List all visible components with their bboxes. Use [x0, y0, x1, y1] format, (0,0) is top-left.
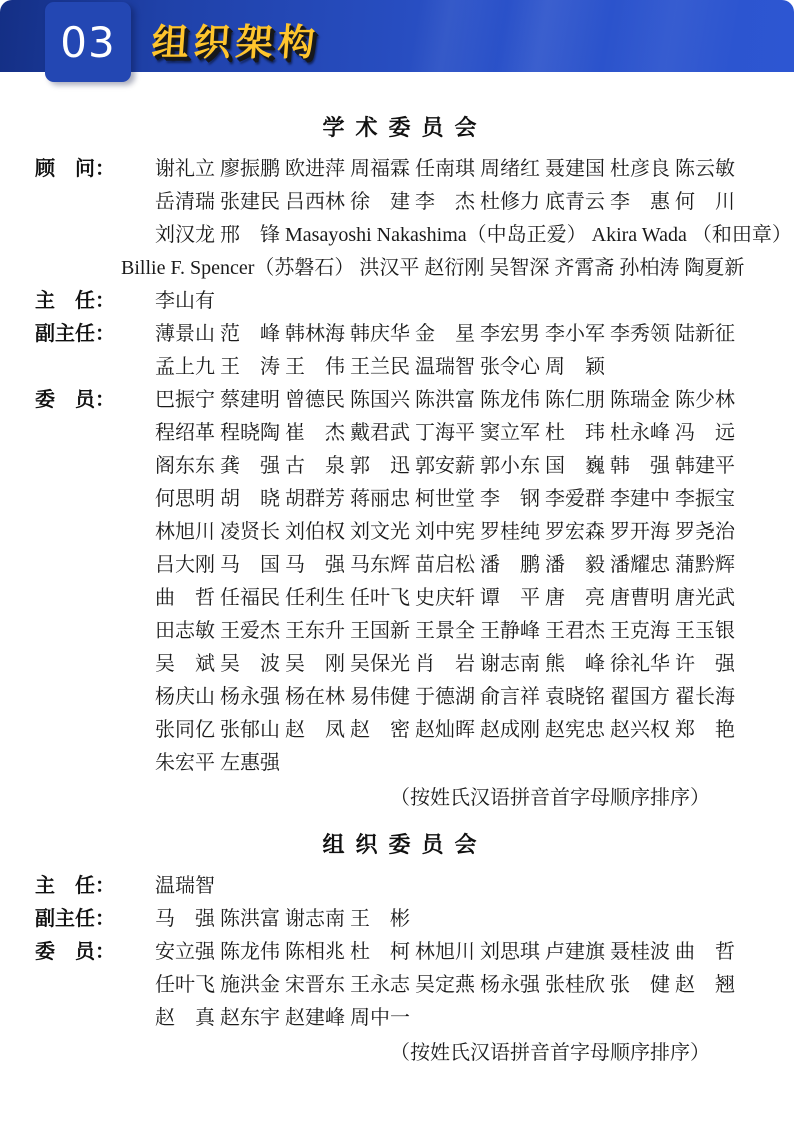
committee-row: [35, 153, 792, 285]
name-line: 谢礼立 廖振鹏 欧进萍 周福霖 任南琪 周绪红 聂建国 杜彦良 陈云敏: [155, 158, 735, 180]
sections-container: [35, 112, 792, 1070]
name-line: 曲 哲 任福民 任利生 任叶飞 史庆轩 谭 平 唐 亮 唐曹明 唐光武: [155, 587, 735, 609]
page-title: 组织架构: [150, 21, 322, 64]
row-label: 委 员：: [35, 941, 115, 963]
row-label: 顾 问：: [35, 158, 115, 180]
document-body: [0, 72, 794, 1070]
header-banner: [0, 0, 794, 72]
name-line: 张同亿 张郁山 赵 凤 赵 密 赵灿晖 赵成刚 赵宪忠 赵兴权 郑 艳: [155, 719, 735, 741]
row-lines: [155, 384, 764, 780]
row-label: 主 任：: [35, 290, 115, 312]
row-label: 副主任：: [35, 908, 115, 930]
name-line: 安立强 陈龙伟 陈相兆 杜 柯 林旭川 刘思琪 卢建旗 聂桂波 曲 哲: [155, 941, 735, 963]
name-line: 林旭川 凌贤长 刘伯权 刘文光 刘中宪 罗桂纯 罗宏森 罗开海 罗尧治: [155, 521, 735, 543]
page-number-box: [45, 2, 131, 82]
name-line: 程绍革 程晓陶 崔 杰 戴君武 丁海平 窦立军 杜 玮 杜永峰 冯 远: [155, 422, 735, 444]
name-line: 杨庆山 杨永强 杨在林 易伟健 于德湖 俞言祥 袁晓铭 翟国方 翟长海: [155, 686, 735, 708]
name-line: 孟上九 王 涛 王 伟 王兰民 温瑞智 张令心 周 颖: [155, 356, 605, 378]
section-rows: [35, 153, 792, 780]
page-number: 03: [60, 17, 116, 67]
sort-note: （按姓氏汉语拼音首字母顺序排序）: [390, 787, 710, 809]
committee-row: [35, 936, 764, 1035]
name-line: 刘汉龙 邢 锋 Masayoshi Nakashima（中岛正爱） Akira Wada （和田章）: [155, 224, 792, 246]
committee-row: [35, 384, 764, 780]
committee-row: [35, 318, 764, 384]
name-line: 马 强 陈洪富 谢志南 王 彬: [155, 908, 410, 930]
name-line: 吕大刚 马 国 马 强 马东辉 苗启松 潘 鹏 潘 毅 潘耀忠 蒲黔辉: [155, 554, 735, 576]
row-lines: [155, 903, 764, 936]
section-rows: [35, 870, 764, 1035]
row-lines: [155, 318, 764, 384]
name-line: 吴 斌 吴 波 吴 刚 吴保光 肖 岩 谢志南 熊 峰 徐礼华 许 强: [155, 653, 735, 675]
row-lines: [121, 153, 792, 285]
row-label: 副主任：: [35, 323, 115, 345]
name-line: 李山有: [155, 290, 215, 312]
name-line: 薄景山 范 峰 韩林海 韩庆华 金 星 李宏男 李小军 李秀领 陆新征: [155, 323, 735, 345]
name-line: 赵 真 赵东宇 赵建峰 周中一: [155, 1007, 410, 1029]
row-label: 委 员：: [35, 389, 115, 411]
committee-section: [35, 829, 764, 1070]
sort-note: （按姓氏汉语拼音首字母顺序排序）: [390, 1042, 710, 1064]
committee-row: [35, 903, 764, 936]
name-line: 阁东东 龚 强 古 泉 郭 迅 郭安薪 郭小东 国 巍 韩 强 韩建平: [155, 455, 735, 477]
row-lines: [155, 936, 764, 1035]
name-line: 巴振宁 蔡建明 曾德民 陈国兴 陈洪富 陈龙伟 陈仁朋 陈瑞金 陈少林: [155, 389, 735, 411]
name-line: 温瑞智: [155, 875, 215, 897]
committee-section: [35, 112, 792, 815]
row-lines: [155, 285, 764, 318]
name-line: 任叶飞 施洪金 宋晋东 王永志 吴定燕 杨永强 张桂欣 张 健 赵 翘: [155, 974, 735, 996]
name-line: 何思明 胡 晓 胡群芳 蒋丽忠 柯世堂 李 钢 李爱群 李建中 李振宝: [155, 488, 735, 510]
section-title: 组织委员会: [322, 832, 488, 857]
row-lines: [155, 870, 764, 903]
name-line: Billie F. Spencer（苏磐石） 洪汉平 赵衍刚 吴智深 齐霄斋 孙柏涛 陶夏新: [121, 257, 745, 279]
name-line: 朱宏平 左惠强: [155, 752, 280, 774]
section-title: 学术委员会: [322, 115, 488, 140]
row-label: 主 任：: [35, 875, 115, 897]
committee-row: [35, 285, 764, 318]
name-line: 岳清瑞 张建民 吕西林 徐 建 李 杰 杜修力 底青云 李 惠 何 川: [155, 191, 735, 213]
committee-row: [35, 870, 764, 903]
name-line: 田志敏 王爱杰 王东升 王国新 王景全 王静峰 王君杰 王克海 王玉银: [155, 620, 735, 642]
